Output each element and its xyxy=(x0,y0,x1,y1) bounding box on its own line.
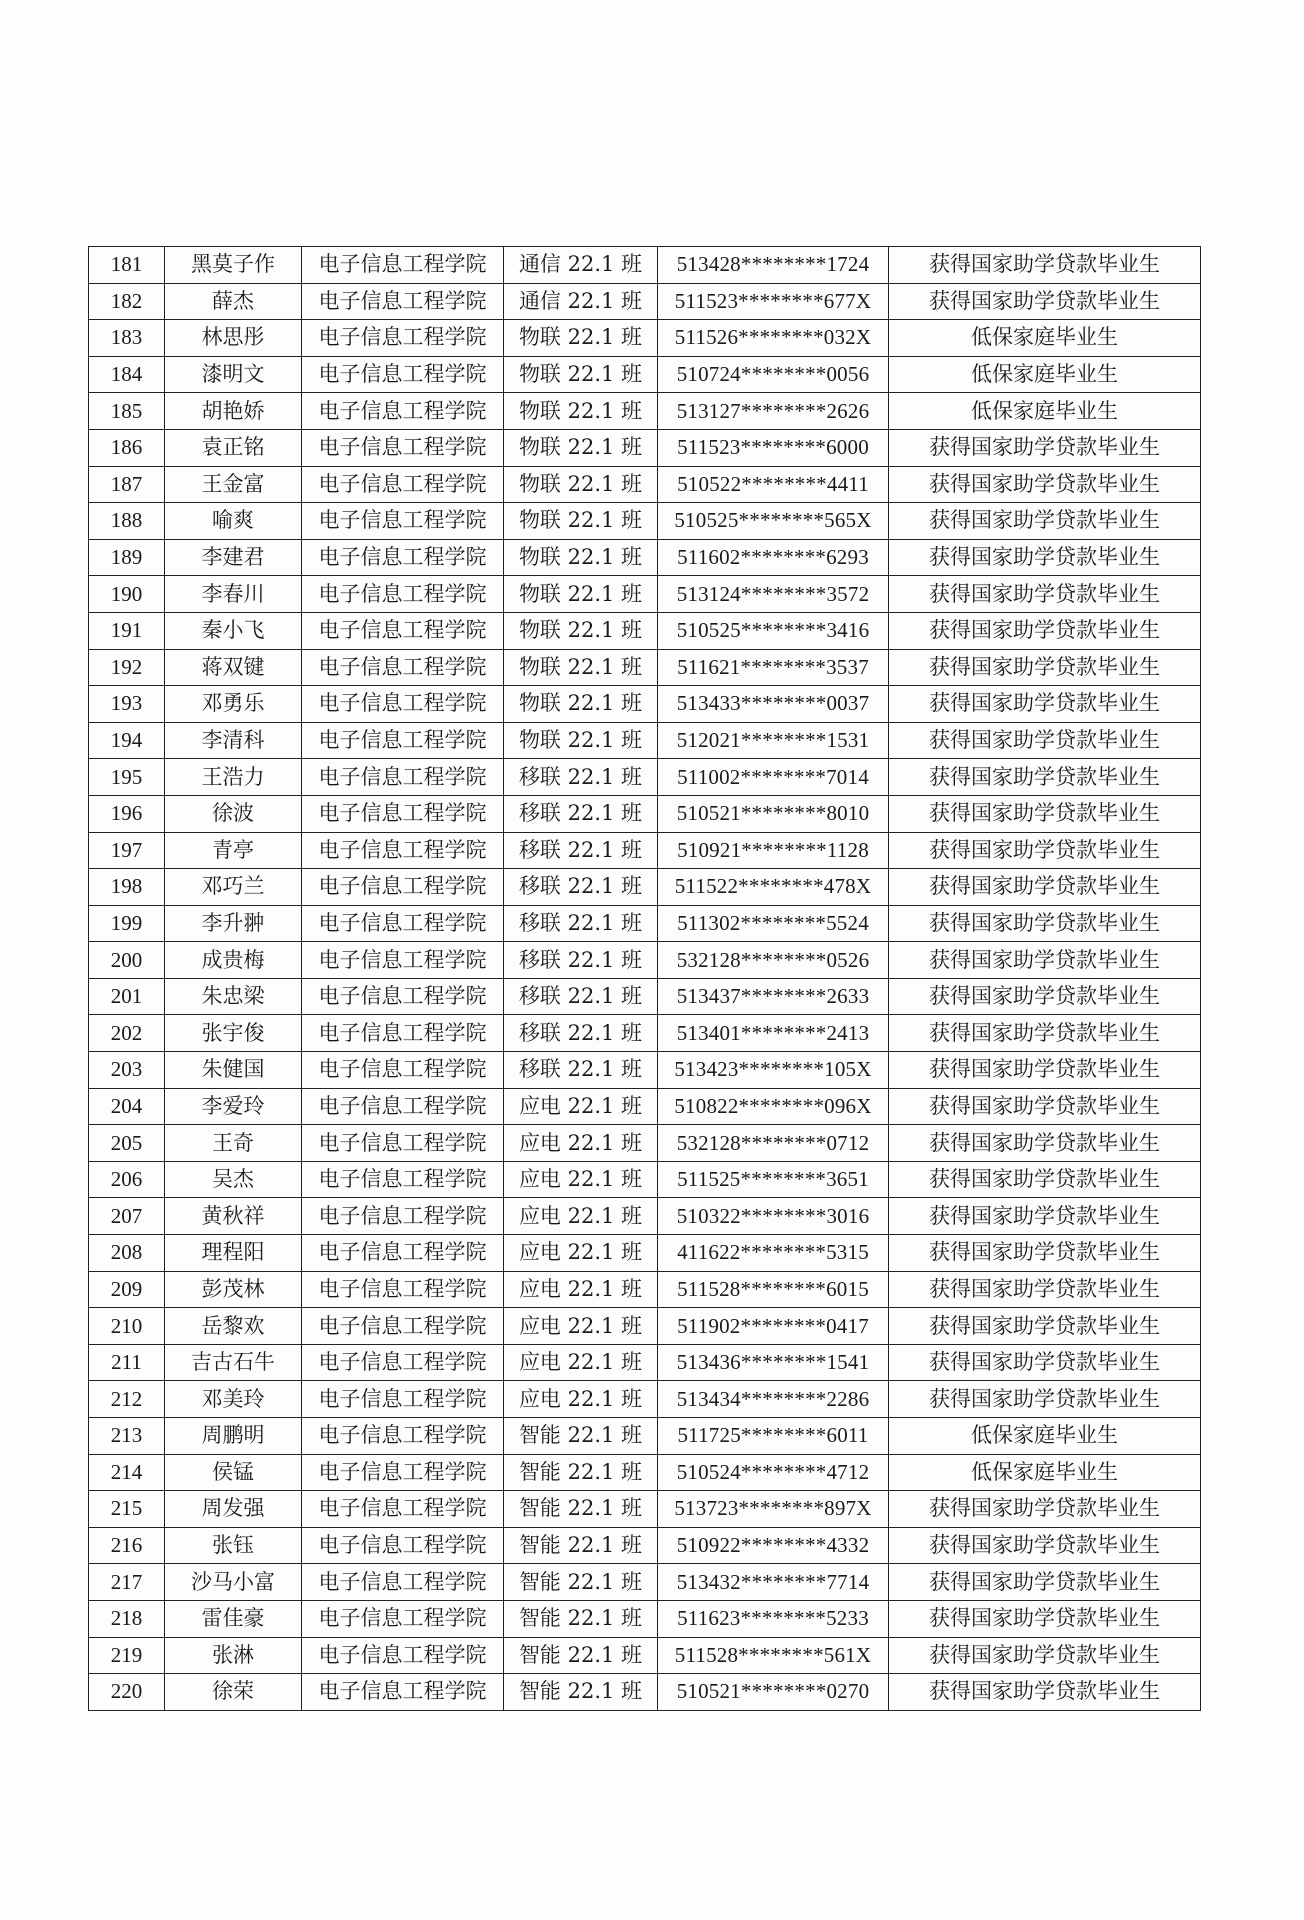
college-name: 电子信息工程学院 xyxy=(302,320,504,357)
table-row xyxy=(89,1600,1201,1637)
student-name: 雷佳豪 xyxy=(165,1600,302,1637)
college-name: 电子信息工程学院 xyxy=(302,1015,504,1052)
table-row xyxy=(89,356,1201,393)
table-row xyxy=(89,393,1201,430)
row-number: 185 xyxy=(89,393,165,430)
student-name: 秦小飞 xyxy=(165,612,302,649)
class-name: 智能 22.1 班 xyxy=(504,1637,658,1674)
row-number: 202 xyxy=(89,1015,165,1052)
graduate-category: 获得国家助学贷款毕业生 xyxy=(889,1308,1201,1345)
student-name: 李建君 xyxy=(165,539,302,576)
student-name: 张宇俊 xyxy=(165,1015,302,1052)
class-name: 通信 22.1 班 xyxy=(504,283,658,320)
student-name: 林思彤 xyxy=(165,320,302,357)
row-number: 192 xyxy=(89,649,165,686)
class-name: 应电 22.1 班 xyxy=(504,1271,658,1308)
graduate-category: 获得国家助学贷款毕业生 xyxy=(889,539,1201,576)
graduate-category: 获得国家助学贷款毕业生 xyxy=(889,905,1201,942)
college-name: 电子信息工程学院 xyxy=(302,1527,504,1564)
id-number: 511523********6000 xyxy=(658,429,889,466)
row-number: 205 xyxy=(89,1125,165,1162)
college-name: 电子信息工程学院 xyxy=(302,393,504,430)
table-row xyxy=(89,1344,1201,1381)
class-name: 应电 22.1 班 xyxy=(504,1308,658,1345)
student-name: 王金富 xyxy=(165,466,302,503)
row-number: 199 xyxy=(89,905,165,942)
id-number: 511623********5233 xyxy=(658,1600,889,1637)
id-number: 513723********897X xyxy=(658,1491,889,1528)
class-name: 移联 22.1 班 xyxy=(504,759,658,796)
id-number: 510521********0270 xyxy=(658,1674,889,1711)
row-number: 183 xyxy=(89,320,165,357)
id-number: 513433********0037 xyxy=(658,686,889,723)
student-name: 袁正铭 xyxy=(165,429,302,466)
table-row xyxy=(89,1454,1201,1491)
graduate-category: 获得国家助学贷款毕业生 xyxy=(889,283,1201,320)
table-row xyxy=(89,1235,1201,1272)
row-number: 210 xyxy=(89,1308,165,1345)
table-row xyxy=(89,832,1201,869)
college-name: 电子信息工程学院 xyxy=(302,503,504,540)
graduate-category: 低保家庭毕业生 xyxy=(889,1454,1201,1491)
class-name: 应电 22.1 班 xyxy=(504,1344,658,1381)
graduate-category: 获得国家助学贷款毕业生 xyxy=(889,1637,1201,1674)
table-row xyxy=(89,539,1201,576)
college-name: 电子信息工程学院 xyxy=(302,1491,504,1528)
row-number: 186 xyxy=(89,429,165,466)
id-number: 513437********2633 xyxy=(658,978,889,1015)
college-name: 电子信息工程学院 xyxy=(302,1125,504,1162)
student-name: 彭茂林 xyxy=(165,1271,302,1308)
class-name: 移联 22.1 班 xyxy=(504,942,658,979)
college-name: 电子信息工程学院 xyxy=(302,1198,504,1235)
id-number: 510525********565X xyxy=(658,503,889,540)
id-number: 511525********3651 xyxy=(658,1161,889,1198)
id-number: 510521********8010 xyxy=(658,795,889,832)
college-name: 电子信息工程学院 xyxy=(302,466,504,503)
college-name: 电子信息工程学院 xyxy=(302,1161,504,1198)
table-row xyxy=(89,1491,1201,1528)
table-row xyxy=(89,869,1201,906)
table-row xyxy=(89,649,1201,686)
college-name: 电子信息工程学院 xyxy=(302,686,504,723)
class-name: 物联 22.1 班 xyxy=(504,429,658,466)
row-number: 219 xyxy=(89,1637,165,1674)
class-name: 移联 22.1 班 xyxy=(504,978,658,1015)
class-name: 智能 22.1 班 xyxy=(504,1491,658,1528)
graduate-roster-table xyxy=(88,246,1201,1711)
id-number: 513124********3572 xyxy=(658,576,889,613)
student-name: 邓勇乐 xyxy=(165,686,302,723)
class-name: 物联 22.1 班 xyxy=(504,356,658,393)
class-name: 移联 22.1 班 xyxy=(504,1015,658,1052)
college-name: 电子信息工程学院 xyxy=(302,1052,504,1089)
row-number: 200 xyxy=(89,942,165,979)
class-name: 智能 22.1 班 xyxy=(504,1674,658,1711)
row-number: 181 xyxy=(89,247,165,284)
row-number: 203 xyxy=(89,1052,165,1089)
row-number: 188 xyxy=(89,503,165,540)
table-row xyxy=(89,503,1201,540)
row-number: 208 xyxy=(89,1235,165,1272)
id-number: 510724********0056 xyxy=(658,356,889,393)
graduate-category: 获得国家助学贷款毕业生 xyxy=(889,1271,1201,1308)
id-number: 511002********7014 xyxy=(658,759,889,796)
table-row xyxy=(89,612,1201,649)
class-name: 移联 22.1 班 xyxy=(504,905,658,942)
id-number: 510921********1128 xyxy=(658,832,889,869)
student-name: 周鹏明 xyxy=(165,1418,302,1455)
id-number: 532128********0526 xyxy=(658,942,889,979)
class-name: 应电 22.1 班 xyxy=(504,1161,658,1198)
row-number: 218 xyxy=(89,1600,165,1637)
id-number: 511523********677X xyxy=(658,283,889,320)
graduate-category: 获得国家助学贷款毕业生 xyxy=(889,466,1201,503)
college-name: 电子信息工程学院 xyxy=(302,1344,504,1381)
table-row xyxy=(89,320,1201,357)
student-name: 邓美玲 xyxy=(165,1381,302,1418)
class-name: 物联 22.1 班 xyxy=(504,503,658,540)
row-number: 206 xyxy=(89,1161,165,1198)
row-number: 195 xyxy=(89,759,165,796)
table-row xyxy=(89,686,1201,723)
row-number: 187 xyxy=(89,466,165,503)
graduate-category: 低保家庭毕业生 xyxy=(889,320,1201,357)
row-number: 204 xyxy=(89,1088,165,1125)
id-number: 510922********4332 xyxy=(658,1527,889,1564)
graduate-category: 低保家庭毕业生 xyxy=(889,1418,1201,1455)
table-row xyxy=(89,978,1201,1015)
id-number: 511302********5524 xyxy=(658,905,889,942)
id-number: 510522********4411 xyxy=(658,466,889,503)
student-name: 理程阳 xyxy=(165,1235,302,1272)
id-number: 510525********3416 xyxy=(658,612,889,649)
row-number: 184 xyxy=(89,356,165,393)
table-row xyxy=(89,1308,1201,1345)
class-name: 物联 22.1 班 xyxy=(504,649,658,686)
student-name: 黑莫子作 xyxy=(165,247,302,284)
table-row xyxy=(89,905,1201,942)
table-row xyxy=(89,247,1201,284)
graduate-category: 获得国家助学贷款毕业生 xyxy=(889,978,1201,1015)
student-name: 李春川 xyxy=(165,576,302,613)
id-number: 511602********6293 xyxy=(658,539,889,576)
student-name: 吉古石牛 xyxy=(165,1344,302,1381)
college-name: 电子信息工程学院 xyxy=(302,356,504,393)
id-number: 532128********0712 xyxy=(658,1125,889,1162)
class-name: 物联 22.1 班 xyxy=(504,320,658,357)
id-number: 511902********0417 xyxy=(658,1308,889,1345)
row-number: 209 xyxy=(89,1271,165,1308)
table-row xyxy=(89,1015,1201,1052)
graduate-category: 低保家庭毕业生 xyxy=(889,356,1201,393)
row-number: 197 xyxy=(89,832,165,869)
college-name: 电子信息工程学院 xyxy=(302,1454,504,1491)
row-number: 190 xyxy=(89,576,165,613)
class-name: 物联 22.1 班 xyxy=(504,576,658,613)
id-number: 511528********561X xyxy=(658,1637,889,1674)
college-name: 电子信息工程学院 xyxy=(302,905,504,942)
row-number: 196 xyxy=(89,795,165,832)
graduate-category: 获得国家助学贷款毕业生 xyxy=(889,503,1201,540)
table-row xyxy=(89,1418,1201,1455)
id-number: 510524********4712 xyxy=(658,1454,889,1491)
table-row xyxy=(89,576,1201,613)
graduate-category: 获得国家助学贷款毕业生 xyxy=(889,1052,1201,1089)
student-name: 黄秋祥 xyxy=(165,1198,302,1235)
graduate-category: 获得国家助学贷款毕业生 xyxy=(889,722,1201,759)
class-name: 物联 22.1 班 xyxy=(504,686,658,723)
class-name: 移联 22.1 班 xyxy=(504,795,658,832)
college-name: 电子信息工程学院 xyxy=(302,576,504,613)
id-number: 510822********096X xyxy=(658,1088,889,1125)
table-row xyxy=(89,1527,1201,1564)
id-number: 513432********7714 xyxy=(658,1564,889,1601)
graduate-category: 获得国家助学贷款毕业生 xyxy=(889,1491,1201,1528)
class-name: 移联 22.1 班 xyxy=(504,1052,658,1089)
college-name: 电子信息工程学院 xyxy=(302,942,504,979)
graduate-category: 获得国家助学贷款毕业生 xyxy=(889,832,1201,869)
graduate-category: 获得国家助学贷款毕业生 xyxy=(889,1564,1201,1601)
row-number: 215 xyxy=(89,1491,165,1528)
college-name: 电子信息工程学院 xyxy=(302,539,504,576)
class-name: 物联 22.1 班 xyxy=(504,539,658,576)
graduate-category: 获得国家助学贷款毕业生 xyxy=(889,1161,1201,1198)
row-number: 220 xyxy=(89,1674,165,1711)
id-number: 513436********1541 xyxy=(658,1344,889,1381)
table-row xyxy=(89,283,1201,320)
class-name: 智能 22.1 班 xyxy=(504,1418,658,1455)
id-number: 513423********105X xyxy=(658,1052,889,1089)
table-row xyxy=(89,1088,1201,1125)
student-name: 王奇 xyxy=(165,1125,302,1162)
student-name: 岳黎欢 xyxy=(165,1308,302,1345)
student-name: 侯锰 xyxy=(165,1454,302,1491)
row-number: 211 xyxy=(89,1344,165,1381)
college-name: 电子信息工程学院 xyxy=(302,1674,504,1711)
table-row xyxy=(89,942,1201,979)
id-number: 511528********6015 xyxy=(658,1271,889,1308)
class-name: 应电 22.1 班 xyxy=(504,1198,658,1235)
college-name: 电子信息工程学院 xyxy=(302,1418,504,1455)
student-name: 李升翀 xyxy=(165,905,302,942)
graduate-category: 获得国家助学贷款毕业生 xyxy=(889,1600,1201,1637)
class-name: 移联 22.1 班 xyxy=(504,832,658,869)
student-name: 邓巧兰 xyxy=(165,869,302,906)
student-name: 喻爽 xyxy=(165,503,302,540)
table-row xyxy=(89,429,1201,466)
graduate-category: 获得国家助学贷款毕业生 xyxy=(889,247,1201,284)
class-name: 智能 22.1 班 xyxy=(504,1527,658,1564)
table-row xyxy=(89,795,1201,832)
graduate-category: 获得国家助学贷款毕业生 xyxy=(889,1674,1201,1711)
id-number: 411622********5315 xyxy=(658,1235,889,1272)
id-number: 513428********1724 xyxy=(658,247,889,284)
student-name: 李爱玲 xyxy=(165,1088,302,1125)
college-name: 电子信息工程学院 xyxy=(302,869,504,906)
class-name: 应电 22.1 班 xyxy=(504,1235,658,1272)
graduate-category: 获得国家助学贷款毕业生 xyxy=(889,1235,1201,1272)
graduate-category: 获得国家助学贷款毕业生 xyxy=(889,869,1201,906)
class-name: 移联 22.1 班 xyxy=(504,869,658,906)
college-name: 电子信息工程学院 xyxy=(302,1600,504,1637)
row-number: 207 xyxy=(89,1198,165,1235)
student-name: 朱健国 xyxy=(165,1052,302,1089)
graduate-category: 获得国家助学贷款毕业生 xyxy=(889,1381,1201,1418)
table-row xyxy=(89,1564,1201,1601)
college-name: 电子信息工程学院 xyxy=(302,1271,504,1308)
college-name: 电子信息工程学院 xyxy=(302,832,504,869)
id-number: 510322********3016 xyxy=(658,1198,889,1235)
table-row xyxy=(89,1674,1201,1711)
row-number: 213 xyxy=(89,1418,165,1455)
table-row xyxy=(89,1198,1201,1235)
class-name: 物联 22.1 班 xyxy=(504,722,658,759)
college-name: 电子信息工程学院 xyxy=(302,247,504,284)
graduate-category: 获得国家助学贷款毕业生 xyxy=(889,1527,1201,1564)
class-name: 应电 22.1 班 xyxy=(504,1088,658,1125)
table-row xyxy=(89,1052,1201,1089)
table-row xyxy=(89,1381,1201,1418)
student-name: 青亭 xyxy=(165,832,302,869)
row-number: 201 xyxy=(89,978,165,1015)
graduate-category: 获得国家助学贷款毕业生 xyxy=(889,1344,1201,1381)
table-row xyxy=(89,1271,1201,1308)
graduate-category: 获得国家助学贷款毕业生 xyxy=(889,1088,1201,1125)
college-name: 电子信息工程学院 xyxy=(302,1088,504,1125)
id-number: 511725********6011 xyxy=(658,1418,889,1455)
class-name: 物联 22.1 班 xyxy=(504,393,658,430)
college-name: 电子信息工程学院 xyxy=(302,429,504,466)
graduate-category: 获得国家助学贷款毕业生 xyxy=(889,612,1201,649)
row-number: 191 xyxy=(89,612,165,649)
student-name: 徐荣 xyxy=(165,1674,302,1711)
table-row xyxy=(89,722,1201,759)
college-name: 电子信息工程学院 xyxy=(302,795,504,832)
id-number: 513401********2413 xyxy=(658,1015,889,1052)
college-name: 电子信息工程学院 xyxy=(302,722,504,759)
college-name: 电子信息工程学院 xyxy=(302,1381,504,1418)
class-name: 物联 22.1 班 xyxy=(504,612,658,649)
class-name: 应电 22.1 班 xyxy=(504,1381,658,1418)
table-row xyxy=(89,466,1201,503)
class-name: 物联 22.1 班 xyxy=(504,466,658,503)
college-name: 电子信息工程学院 xyxy=(302,1637,504,1674)
graduate-category: 获得国家助学贷款毕业生 xyxy=(889,576,1201,613)
graduate-category: 获得国家助学贷款毕业生 xyxy=(889,1198,1201,1235)
class-name: 智能 22.1 班 xyxy=(504,1564,658,1601)
id-number: 511621********3537 xyxy=(658,649,889,686)
graduate-category: 低保家庭毕业生 xyxy=(889,393,1201,430)
student-name: 沙马小富 xyxy=(165,1564,302,1601)
row-number: 193 xyxy=(89,686,165,723)
student-name: 张淋 xyxy=(165,1637,302,1674)
id-number: 512021********1531 xyxy=(658,722,889,759)
student-name: 薛杰 xyxy=(165,283,302,320)
college-name: 电子信息工程学院 xyxy=(302,1564,504,1601)
college-name: 电子信息工程学院 xyxy=(302,978,504,1015)
class-name: 通信 22.1 班 xyxy=(504,247,658,284)
graduate-category: 获得国家助学贷款毕业生 xyxy=(889,1015,1201,1052)
student-name: 胡艳娇 xyxy=(165,393,302,430)
class-name: 智能 22.1 班 xyxy=(504,1454,658,1491)
student-name: 李清科 xyxy=(165,722,302,759)
student-name: 吴杰 xyxy=(165,1161,302,1198)
student-name: 漆明文 xyxy=(165,356,302,393)
graduate-category: 获得国家助学贷款毕业生 xyxy=(889,686,1201,723)
table-row xyxy=(89,759,1201,796)
row-number: 217 xyxy=(89,1564,165,1601)
graduate-category: 获得国家助学贷款毕业生 xyxy=(889,649,1201,686)
roster-body xyxy=(89,247,1201,1711)
row-number: 189 xyxy=(89,539,165,576)
id-number: 513434********2286 xyxy=(658,1381,889,1418)
row-number: 198 xyxy=(89,869,165,906)
college-name: 电子信息工程学院 xyxy=(302,1235,504,1272)
student-name: 周发强 xyxy=(165,1491,302,1528)
student-name: 徐波 xyxy=(165,795,302,832)
graduate-category: 获得国家助学贷款毕业生 xyxy=(889,759,1201,796)
class-name: 应电 22.1 班 xyxy=(504,1125,658,1162)
student-name: 王浩力 xyxy=(165,759,302,796)
college-name: 电子信息工程学院 xyxy=(302,759,504,796)
table-row xyxy=(89,1161,1201,1198)
college-name: 电子信息工程学院 xyxy=(302,649,504,686)
row-number: 212 xyxy=(89,1381,165,1418)
row-number: 216 xyxy=(89,1527,165,1564)
student-name: 成贵梅 xyxy=(165,942,302,979)
student-name: 张钰 xyxy=(165,1527,302,1564)
college-name: 电子信息工程学院 xyxy=(302,612,504,649)
student-name: 蒋双键 xyxy=(165,649,302,686)
graduate-category: 获得国家助学贷款毕业生 xyxy=(889,1125,1201,1162)
student-name: 朱忠梁 xyxy=(165,978,302,1015)
graduate-category: 获得国家助学贷款毕业生 xyxy=(889,942,1201,979)
graduate-category: 获得国家助学贷款毕业生 xyxy=(889,429,1201,466)
table-row xyxy=(89,1637,1201,1674)
table-row xyxy=(89,1125,1201,1162)
college-name: 电子信息工程学院 xyxy=(302,283,504,320)
graduate-category: 获得国家助学贷款毕业生 xyxy=(889,795,1201,832)
id-number: 511522********478X xyxy=(658,869,889,906)
class-name: 智能 22.1 班 xyxy=(504,1600,658,1637)
id-number: 513127********2626 xyxy=(658,393,889,430)
row-number: 182 xyxy=(89,283,165,320)
id-number: 511526********032X xyxy=(658,320,889,357)
college-name: 电子信息工程学院 xyxy=(302,1308,504,1345)
row-number: 214 xyxy=(89,1454,165,1491)
row-number: 194 xyxy=(89,722,165,759)
